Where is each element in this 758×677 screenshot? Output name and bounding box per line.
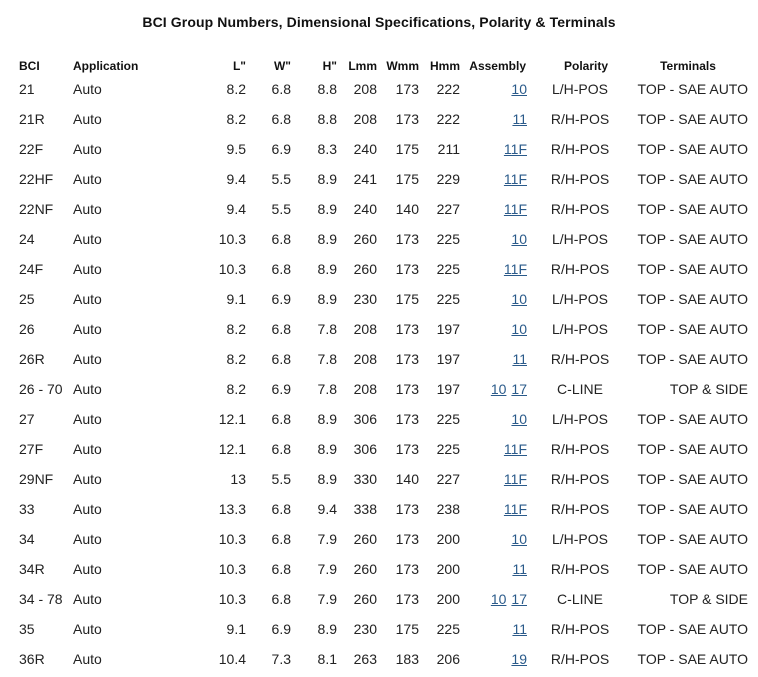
cell-polarity: L/H-POS [551, 231, 608, 247]
cell-height-in: 7.9 [317, 591, 337, 607]
header-length-mm: Lmm [348, 59, 377, 73]
cell-length-mm: 330 [353, 471, 377, 487]
cell-terminals: TOP - SAE AUTO [637, 531, 748, 547]
cell-polarity: C-LINE [557, 381, 603, 397]
assembly-link[interactable]: 10 [490, 381, 507, 397]
cell-width-mm: 175 [395, 621, 419, 637]
cell-length-in: 9.1 [226, 291, 246, 307]
assembly-link[interactable]: 10 [511, 411, 527, 427]
cell-height-in: 7.8 [317, 351, 337, 367]
table-row [0, 319, 758, 367]
assembly-link[interactable]: 11 [512, 111, 527, 127]
header-assembly: Assembly [469, 59, 526, 73]
cell-width-mm: 175 [395, 171, 419, 187]
cell-height-mm: 238 [436, 501, 460, 517]
cell-length-mm: 241 [353, 171, 377, 187]
cell-length-in: 8.2 [226, 381, 246, 397]
header-bci: BCI [19, 59, 40, 73]
cell-height-mm: 200 [436, 591, 460, 607]
cell-terminals: TOP - SAE AUTO [637, 141, 748, 157]
cell-width-mm: 173 [395, 321, 419, 337]
cell-width-in: 6.8 [271, 321, 291, 337]
cell-terminals: TOP - SAE AUTO [637, 471, 748, 487]
cell-height-in: 8.9 [317, 231, 337, 247]
cell-application: Auto [73, 321, 102, 337]
cell-height-in: 7.9 [317, 561, 337, 577]
cell-width-mm: 173 [395, 381, 419, 397]
cell-length-mm: 260 [353, 231, 377, 247]
cell-width-mm: 140 [395, 201, 419, 217]
cell-height-mm: 225 [436, 231, 460, 247]
assembly-link[interactable]: 10 [511, 81, 527, 97]
cell-height-in: 8.9 [317, 471, 337, 487]
cell-height-in: 8.9 [317, 621, 337, 637]
cell-length-mm: 208 [353, 381, 377, 397]
cell-polarity: L/H-POS [551, 291, 608, 307]
cell-application: Auto [73, 261, 102, 277]
cell-length-in: 9.4 [226, 201, 246, 217]
cell-bci: 27 [19, 411, 35, 427]
cell-terminals: TOP - SAE AUTO [637, 501, 748, 517]
cell-length-mm: 240 [353, 201, 377, 217]
cell-height-in: 8.8 [317, 111, 337, 127]
table-row [0, 559, 758, 607]
assembly-link[interactable]: 11F [503, 171, 527, 187]
cell-length-in: 8.2 [226, 111, 246, 127]
bci-spec-table [0, 55, 758, 667]
cell-height-in: 7.8 [317, 381, 337, 397]
cell-height-mm: 227 [436, 471, 460, 487]
cell-width-in: 6.8 [271, 351, 291, 367]
table-row [0, 469, 758, 517]
cell-width-in: 6.8 [271, 591, 291, 607]
cell-terminals: TOP & SIDE [669, 381, 748, 397]
assembly-link[interactable]: 10 [490, 591, 507, 607]
table-row [0, 409, 758, 457]
cell-terminals: TOP - SAE AUTO [637, 291, 748, 307]
cell-bci: 26 - 70 [19, 381, 63, 397]
cell-height-mm: 225 [436, 441, 460, 457]
cell-length-mm: 208 [353, 321, 377, 337]
cell-length-mm: 208 [353, 351, 377, 367]
cell-terminals: TOP - SAE AUTO [637, 261, 748, 277]
header-length-in: L" [232, 59, 246, 73]
cell-length-mm: 230 [353, 621, 377, 637]
cell-height-mm: 200 [436, 561, 460, 577]
header-terminals: Terminals [660, 59, 716, 73]
cell-application: Auto [73, 231, 102, 247]
cell-application: Auto [73, 651, 102, 667]
table-row [0, 199, 758, 247]
cell-length-mm: 260 [353, 261, 377, 277]
assembly-link[interactable]: 17 [511, 381, 527, 397]
cell-application: Auto [73, 501, 102, 517]
cell-length-mm: 260 [353, 531, 377, 547]
cell-length-mm: 260 [353, 591, 377, 607]
cell-polarity: R/H-POS [550, 501, 610, 517]
cell-length-mm: 306 [353, 441, 377, 457]
cell-length-in: 12.1 [218, 411, 246, 427]
cell-polarity: R/H-POS [550, 351, 610, 367]
cell-bci: 36R [19, 651, 45, 667]
table-row [0, 259, 758, 307]
cell-length-in: 10.3 [218, 261, 246, 277]
cell-height-in: 7.9 [317, 531, 337, 547]
cell-width-mm: 173 [395, 81, 419, 97]
cell-length-in: 8.2 [226, 351, 246, 367]
cell-length-mm: 306 [353, 411, 377, 427]
cell-polarity: R/H-POS [550, 441, 610, 457]
cell-width-in: 6.8 [271, 111, 291, 127]
cell-terminals: TOP - SAE AUTO [637, 81, 748, 97]
cell-bci: 29NF [19, 471, 54, 487]
assembly-link[interactable]: 10 [511, 291, 527, 307]
cell-bci: 34 [19, 531, 35, 547]
assembly-link[interactable]: 11F [503, 441, 527, 457]
cell-bci: 26 [19, 321, 35, 337]
table-row [0, 289, 758, 337]
cell-polarity: R/H-POS [550, 111, 610, 127]
cell-length-mm: 208 [353, 111, 377, 127]
cell-application: Auto [73, 561, 102, 577]
assembly-link[interactable]: 11 [512, 561, 527, 577]
assembly-link[interactable]: 10 [511, 231, 527, 247]
cell-length-in: 8.2 [226, 321, 246, 337]
cell-width-in: 6.8 [271, 441, 291, 457]
cell-height-in: 8.9 [317, 411, 337, 427]
cell-width-in: 6.9 [271, 141, 291, 157]
cell-terminals: TOP - SAE AUTO [637, 441, 748, 457]
cell-bci: 21R [19, 111, 45, 127]
cell-height-mm: 225 [436, 411, 460, 427]
cell-length-in: 13.3 [218, 501, 246, 517]
cell-width-mm: 183 [395, 651, 419, 667]
cell-height-mm: 225 [436, 621, 460, 637]
cell-terminals: TOP - SAE AUTO [637, 621, 748, 637]
cell-height-mm: 222 [436, 81, 460, 97]
table-row [0, 169, 758, 217]
cell-width-in: 5.5 [271, 201, 291, 217]
cell-terminals: TOP - SAE AUTO [637, 111, 748, 127]
cell-polarity: R/H-POS [550, 141, 610, 157]
cell-bci: 34 - 78 [19, 591, 63, 607]
cell-polarity: R/H-POS [550, 261, 610, 277]
cell-application: Auto [73, 111, 102, 127]
cell-length-mm: 338 [353, 501, 377, 517]
cell-terminals: TOP - SAE AUTO [637, 171, 748, 187]
cell-height-in: 8.9 [317, 201, 337, 217]
assembly-link[interactable]: 11F [503, 201, 527, 217]
cell-width-in: 5.5 [271, 171, 291, 187]
cell-terminals: TOP - SAE AUTO [637, 651, 748, 667]
cell-application: Auto [73, 171, 102, 187]
cell-width-in: 6.8 [271, 501, 291, 517]
cell-application: Auto [73, 81, 102, 97]
cell-bci: 33 [19, 501, 35, 517]
table-row [0, 499, 758, 547]
cell-width-in: 6.8 [271, 561, 291, 577]
cell-length-in: 10.3 [218, 591, 246, 607]
table-row [0, 109, 758, 157]
assembly-link[interactable]: 10 [511, 531, 527, 547]
cell-terminals: TOP - SAE AUTO [637, 351, 748, 367]
cell-length-in: 8.2 [226, 81, 246, 97]
cell-width-in: 7.3 [271, 651, 291, 667]
table-row [0, 349, 758, 397]
cell-bci: 24 [19, 231, 35, 247]
cell-length-in: 9.1 [226, 621, 246, 637]
cell-application: Auto [73, 591, 102, 607]
cell-length-in: 10.4 [218, 651, 246, 667]
cell-length-in: 10.3 [218, 531, 246, 547]
table-row [0, 229, 758, 277]
cell-length-mm: 263 [353, 651, 377, 667]
cell-polarity: R/H-POS [550, 201, 610, 217]
cell-width-mm: 173 [395, 351, 419, 367]
cell-height-mm: 197 [436, 321, 460, 337]
cell-height-in: 9.4 [317, 501, 337, 517]
cell-length-in: 13 [230, 471, 246, 487]
table-row [0, 139, 758, 187]
cell-length-mm: 208 [353, 81, 377, 97]
cell-application: Auto [73, 201, 102, 217]
header-height-in: H" [322, 59, 337, 73]
cell-width-mm: 173 [395, 561, 419, 577]
cell-terminals: TOP - SAE AUTO [637, 201, 748, 217]
cell-height-mm: 222 [436, 111, 460, 127]
header-height-mm: Hmm [429, 59, 460, 73]
table-row [0, 79, 758, 127]
table-row [0, 529, 758, 577]
cell-height-in: 8.9 [317, 441, 337, 457]
cell-height-in: 8.1 [317, 651, 337, 667]
cell-terminals: TOP - SAE AUTO [637, 231, 748, 247]
cell-height-in: 8.3 [317, 141, 337, 157]
cell-width-in: 6.8 [271, 531, 291, 547]
cell-polarity: L/H-POS [551, 321, 608, 337]
header-width-in: W" [273, 59, 291, 73]
cell-height-mm: 227 [436, 201, 460, 217]
cell-polarity: L/H-POS [551, 531, 608, 547]
assembly-link[interactable]: 17 [511, 591, 527, 607]
cell-width-mm: 173 [395, 531, 419, 547]
cell-length-mm: 260 [353, 561, 377, 577]
cell-height-mm: 206 [436, 651, 460, 667]
cell-polarity: C-LINE [557, 591, 603, 607]
table-row [0, 619, 758, 667]
cell-bci: 24F [19, 261, 44, 277]
table-row [0, 379, 758, 427]
cell-height-mm: 225 [436, 261, 460, 277]
cell-terminals: TOP - SAE AUTO [637, 411, 748, 427]
cell-polarity: R/H-POS [550, 621, 610, 637]
cell-polarity: R/H-POS [550, 171, 610, 187]
cell-assembly [466, 648, 527, 670]
cell-height-mm: 229 [436, 171, 460, 187]
cell-height-mm: 211 [437, 141, 460, 157]
cell-application: Auto [73, 621, 102, 637]
cell-bci: 35 [19, 621, 35, 637]
assembly-link[interactable]: 11F [503, 141, 527, 157]
cell-bci: 21 [19, 81, 35, 97]
cell-application: Auto [73, 471, 102, 487]
cell-application: Auto [73, 291, 102, 307]
cell-height-mm: 197 [436, 351, 460, 367]
cell-bci: 22HF [19, 171, 54, 187]
cell-polarity: L/H-POS [551, 81, 608, 97]
cell-width-mm: 173 [395, 591, 419, 607]
assembly-link[interactable]: 10 [511, 321, 527, 337]
header-polarity: Polarity [563, 59, 608, 73]
assembly-link[interactable]: 11 [512, 621, 527, 637]
cell-application: Auto [73, 531, 102, 547]
cell-terminals: TOP & SIDE [669, 591, 748, 607]
cell-application: Auto [73, 441, 102, 457]
cell-bci: 22NF [19, 201, 54, 217]
cell-height-in: 8.9 [317, 261, 337, 277]
table-row [0, 589, 758, 637]
cell-bci: 22F [19, 141, 44, 157]
cell-width-mm: 173 [395, 411, 419, 427]
cell-length-in: 12.1 [218, 441, 246, 457]
cell-width-in: 5.5 [271, 471, 291, 487]
header-application: Application [73, 59, 139, 73]
cell-bci: 34R [19, 561, 45, 577]
cell-polarity: R/H-POS [550, 471, 610, 487]
assembly-link[interactable]: 11F [503, 471, 527, 487]
cell-width-in: 6.8 [271, 81, 291, 97]
cell-terminals: TOP - SAE AUTO [637, 321, 748, 337]
cell-height-mm: 225 [436, 291, 460, 307]
assembly-link[interactable]: 11 [512, 351, 527, 367]
assembly-link[interactable]: 19 [511, 651, 527, 667]
cell-terminals: TOP - SAE AUTO [637, 561, 748, 577]
cell-height-mm: 200 [436, 531, 460, 547]
cell-length-mm: 230 [353, 291, 377, 307]
cell-width-mm: 173 [395, 501, 419, 517]
cell-width-in: 6.8 [271, 231, 291, 247]
cell-width-mm: 173 [395, 441, 419, 457]
cell-polarity: R/H-POS [550, 561, 610, 577]
cell-length-in: 10.3 [218, 561, 246, 577]
cell-length-in: 10.3 [218, 231, 246, 247]
cell-width-in: 6.9 [271, 291, 291, 307]
cell-application: Auto [73, 411, 102, 427]
assembly-link[interactable]: 11F [503, 501, 527, 517]
cell-width-mm: 173 [395, 261, 419, 277]
cell-height-in: 8.9 [317, 171, 337, 187]
cell-bci: 25 [19, 291, 35, 307]
cell-bci: 26R [19, 351, 45, 367]
cell-height-in: 8.8 [317, 81, 337, 97]
cell-width-in: 6.8 [271, 261, 291, 277]
cell-bci: 27F [19, 441, 44, 457]
cell-height-in: 8.9 [317, 291, 337, 307]
cell-width-in: 6.9 [271, 621, 291, 637]
cell-width-mm: 175 [395, 141, 419, 157]
table-row [0, 439, 758, 487]
cell-height-in: 7.8 [317, 321, 337, 337]
page-title: BCI Group Numbers, Dimensional Specifications, Polarity & Terminals [142, 14, 616, 30]
cell-polarity: L/H-POS [551, 411, 608, 427]
cell-length-in: 9.5 [226, 141, 246, 157]
cell-width-in: 6.9 [271, 381, 291, 397]
cell-length-mm: 240 [353, 141, 377, 157]
cell-width-mm: 140 [395, 471, 419, 487]
assembly-link[interactable]: 11F [503, 261, 527, 277]
cell-application: Auto [73, 381, 102, 397]
cell-width-in: 6.8 [271, 411, 291, 427]
cell-height-mm: 197 [436, 381, 460, 397]
cell-width-mm: 175 [395, 291, 419, 307]
table-row [0, 49, 758, 97]
cell-polarity: R/H-POS [550, 651, 610, 667]
header-width-mm: Wmm [386, 59, 419, 73]
cell-width-mm: 173 [395, 231, 419, 247]
cell-width-mm: 173 [395, 111, 419, 127]
cell-application: Auto [73, 351, 102, 367]
cell-length-in: 9.4 [226, 171, 246, 187]
cell-application: Auto [73, 141, 102, 157]
